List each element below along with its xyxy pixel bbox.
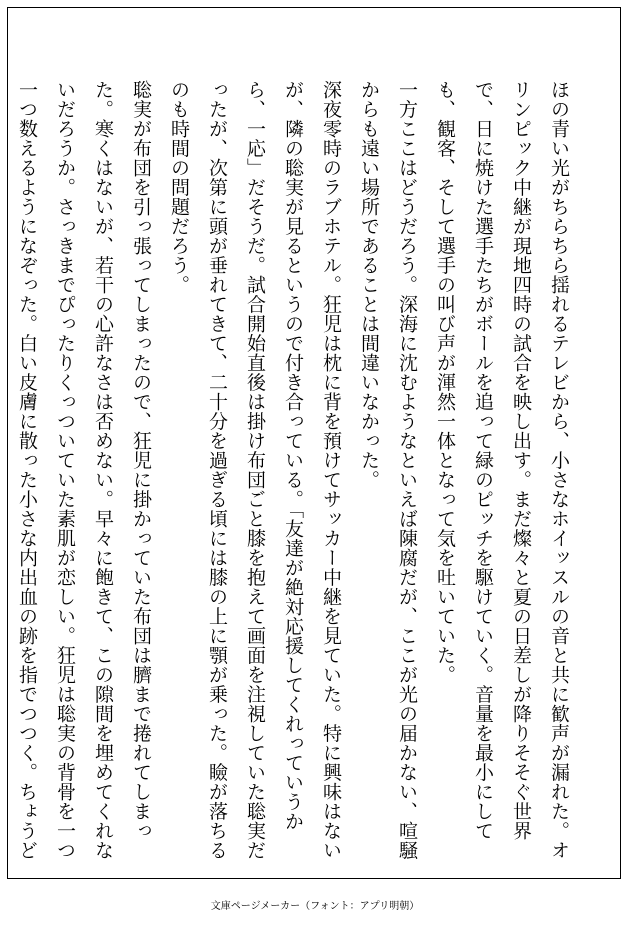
paragraph-2: 一方ここはどうだろう。深海に沈むようなといえば陳腐だが、ここが光の届かない、喧騒からも遠い場所であることは間違いなかった。 [358, 80, 418, 860]
paragraph-4: 聡実が布団を引っ張ってしまったので、狂児に掛かっていた布団は臍まで捲れてしまった。寒くはないが、若干の心許なさは否めない。早々に飽きて、この隙間を埋めてくれないだろうか。さっきまでぴったりくっついていた素肌が恋しい。狂児は聡実の背骨を一つ一つ数えるようになぞった。白い皮膚に散った小さな内出血の跡を指でつつく。ちょうど [16, 80, 152, 860]
page-frame [7, 7, 621, 879]
footer-caption: 文庫ページメーカー（フォント：アプリ明朝） [210, 901, 420, 912]
paragraph-1: ほの青い光がちらちら揺れるテレビから、小さなホイッスルの音と共に歓声が漏れた。オリンピック中継が現地四時の試合を映し出す。まだ燦々と夏の日差しが降りそそぐ世界で、日に焼けた選手たちがボールを追って緑のピッチを駆けていく。音量を最小にしても、観客、そして選手の叫び声が渾然一体となって気を吐いていた。 [434, 80, 570, 860]
paragraph-3: 深夜零時のラブホテル。狂児は枕に背を預けてサッカー中継を見ていた。特に興味はないが、隣の聡実が見るというので付き合っている。「友達が絶対応援してくれっていうから、一応」だそうだ。試合開始直後は掛け布団ごと膝を抱えて画面を注視していた聡実だったが、次第に頭が垂れてきて、二十分を過ぎる頃には膝の上に顎が乗った。瞼が落ちるのも時間の問題だろう。 [168, 80, 342, 860]
vertical-text-body [16, 80, 578, 860]
